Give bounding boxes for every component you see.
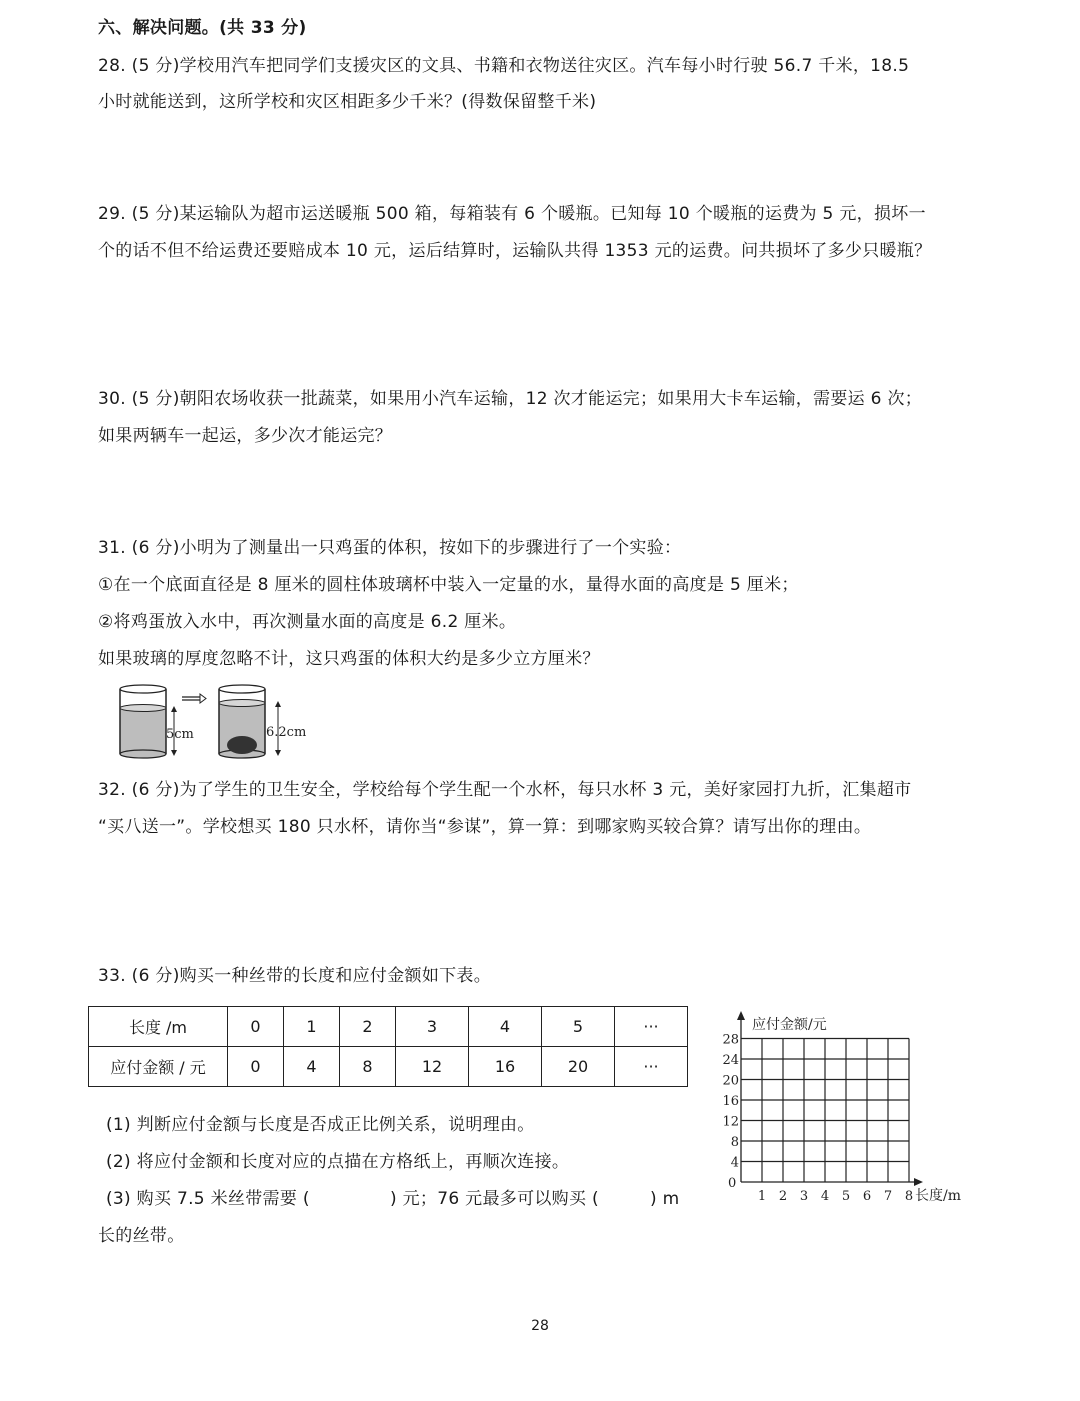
table-cell: 2 [340, 1007, 396, 1047]
table-cell: 20 [542, 1047, 615, 1087]
graph-grid [710, 1008, 990, 1208]
q33-sub3c: ) m [650, 1189, 680, 1209]
q29-line2: 个的话不但不给运费还要赔成本 10 元，运后结算时，运输队共得 1353 元的运费。问共损坏了多少只暖瓶？ [98, 241, 932, 261]
page-number: 28 [531, 1318, 549, 1334]
x-tick-label: 2 [778, 1189, 788, 1204]
q30-line1: 30. (5 分)朝阳农场收获一批蔬菜，如果用小汽车运输，12 次才能运完；如果用大卡车运输，需要运 6 次； [98, 389, 923, 409]
table-cell: 16 [469, 1047, 542, 1087]
x-tick-label: 6 [862, 1189, 872, 1204]
y-tick-label: 24 [722, 1053, 739, 1068]
x-tick-label: 7 [883, 1189, 893, 1204]
x-tick-label: 3 [799, 1189, 809, 1204]
q31-line3: ②将鸡蛋放入水中，再次测量水面的高度是 6.2 厘米。 [98, 612, 517, 632]
table-cell: 应付金额 / 元 [89, 1047, 228, 1087]
table-row [89, 1047, 688, 1087]
y-tick-label: 12 [722, 1114, 739, 1130]
q33-sub2: (2) 将应付金额和长度对应的点描在方格纸上，再顺次连接。 [106, 1152, 570, 1172]
table-cell: 长度 /m [89, 1007, 228, 1047]
q31-line1: 31. (6 分)小明为了测量出一只鸡蛋的体积，按如下的步骤进行了一个实验： [98, 538, 682, 558]
q31-line4: 如果玻璃的厚度忽略不计，这只鸡蛋的体积大约是多少立方厘米？ [98, 649, 600, 669]
x-tick-label: 1 [757, 1189, 767, 1204]
x-tick-label: 5 [841, 1189, 851, 1204]
cylinder-experiment-figure [112, 682, 312, 762]
ribbon-price-table [88, 1006, 688, 1087]
q33-sub3a: (3) 购买 7.5 米丝带需要 ( [106, 1189, 310, 1209]
x-axis-arrow-icon [914, 1178, 923, 1186]
table-cell: 12 [396, 1047, 469, 1087]
label-6-2cm: 6.2cm [266, 725, 307, 740]
y-tick-label: 16 [722, 1094, 739, 1109]
q28-line1: 28. (5 分)学校用汽车把同学们支援灾区的文具、书籍和衣物送往灾区。汽车每小时行驶 56.7 千米，18.5 [98, 56, 910, 76]
q33-sub3b: ) 元；76 元最多可以购买 ( [390, 1189, 599, 1209]
q33-sub1: (1) 判断应付金额与长度是否成正比例关系，说明理由。 [106, 1115, 535, 1135]
table-cell: 0 [228, 1007, 284, 1047]
y-axis-arrow-icon [737, 1011, 745, 1020]
y-axis-label: 应付金额/元 [752, 1017, 827, 1033]
egg-icon [227, 736, 257, 754]
y-tick-label: 8 [730, 1135, 739, 1150]
table-cell: 1 [284, 1007, 340, 1047]
y-tick-label: 20 [722, 1073, 739, 1089]
water-before [120, 708, 166, 754]
section-title: 六、解决问题。(共 33 分) [98, 18, 307, 38]
table-cell: 0 [228, 1047, 284, 1087]
table-cell: 8 [340, 1047, 396, 1087]
table-cell: 5 [542, 1007, 615, 1047]
table-row [89, 1007, 688, 1047]
q33-line1: 33. (6 分)购买一种丝带的长度和应付金额如下表。 [98, 966, 492, 986]
q31-line2: ①在一个底面直径是 8 厘米的圆柱体玻璃杯中装入一定量的水，量得水面的高度是 5 厘米； [98, 575, 799, 595]
table-cell: ··· [615, 1007, 688, 1047]
table-cell: ··· [615, 1047, 688, 1087]
x-tick-label: 8 [904, 1189, 914, 1204]
table-cell: 4 [284, 1047, 340, 1087]
x-tick-label: 4 [820, 1189, 830, 1204]
origin-label: 0 [728, 1176, 737, 1191]
table-cell: 3 [396, 1007, 469, 1047]
q28-line2: 小时就能送到，这所学校和灾区相距多少千米？(得数保留整千米) [98, 92, 597, 112]
label-5cm: 5cm [166, 727, 194, 742]
y-tick-label: 4 [730, 1155, 739, 1171]
q33-sub4: 长的丝带。 [98, 1226, 185, 1246]
q32-line1: 32. (6 分)为了学生的卫生安全，学校给每个学生配一个水杯，每只水杯 3 元，美好家园打九折，汇集超市 [98, 780, 912, 800]
arrow-right-icon [182, 694, 206, 703]
y-tick-label: 28 [722, 1032, 739, 1048]
table-cell: 4 [469, 1007, 542, 1047]
q32-line2: “买八送一”。学校想买 180 只水杯，请你当“参谋”，算一算：到哪家购买较合算？请写出你的理由。 [98, 817, 872, 837]
q30-line2: 如果两辆车一起运，多少次才能运完？ [98, 426, 393, 446]
q29-line1: 29. (5 分)某运输队为超市运送暖瓶 500 箱，每箱装有 6 个暖瓶。已知每 10 个暖瓶的运费为 5 元，损坏一 [98, 204, 926, 224]
x-axis-label: 长度/m [915, 1188, 961, 1204]
